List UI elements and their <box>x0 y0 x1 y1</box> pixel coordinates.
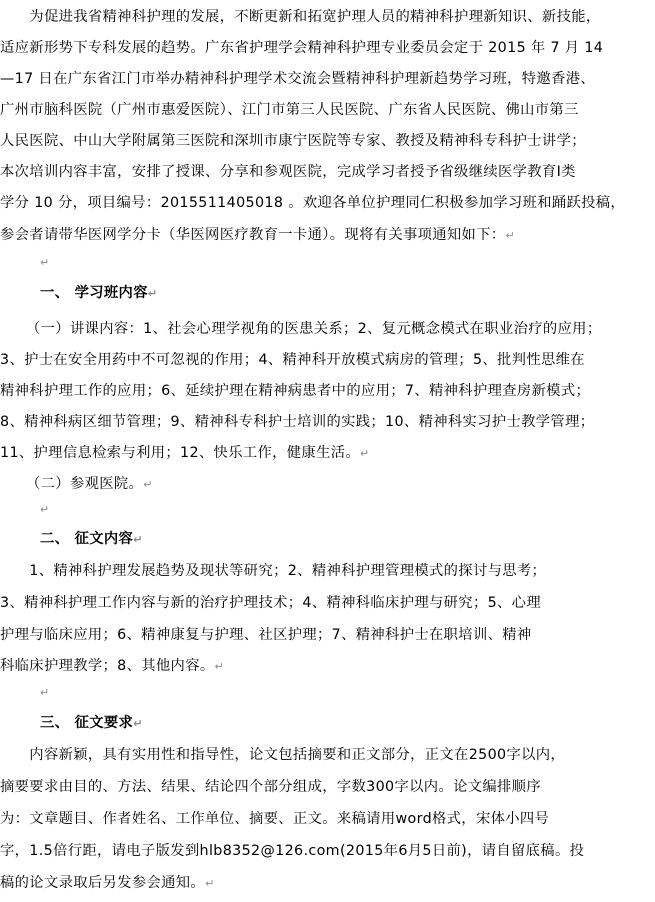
paragraph-mark-icon: ↵ <box>360 447 370 460</box>
section3-line: 字，1.5倍行距，请电子版发到hlb8352@126.com(2015年6月5日前)，请自留底稿。投 <box>0 843 585 859</box>
intro-line: 人民医院、中山大学附属第三医院和深圳市康宁医院等专家、教授及精神科专科护士讲学； <box>0 133 586 149</box>
section3-line: 内容新颖，具有实用性和指导性，论文包括摘要和正文部分，正文在2500字以内， <box>0 747 566 763</box>
section1-line: 精神科护理工作的应用；6、延续护理在精神病患者中的应用；7、精神科护理查房新模式； <box>0 383 591 399</box>
intro-line: —17 日在广东省江门市举办精神科护理学术交流会暨精神科护理新趋势学习班，特邀香港、 <box>0 71 596 87</box>
section3-line: 摘要要求由目的、方法、结果、结论四个部分组成，字数300字以内。论文编排顺序 <box>0 779 541 795</box>
paragraph-mark-icon: ↵ <box>214 660 225 673</box>
intro-line: 广州市脑科医院（广州市惠爱医院）、江门市第三人民医院、广东省人民医院、佛山市第三 <box>0 102 579 118</box>
paragraph-mark-icon: ↵ <box>505 229 516 242</box>
paragraph-mark-icon: ↵ <box>40 686 50 699</box>
paragraph-mark-icon: ↵ <box>205 877 215 890</box>
paragraph-mark-icon: ↵ <box>40 256 50 269</box>
section-heading: 二、 征文内容↵ <box>40 531 143 547</box>
section1-line: （一）讲课内容：1、社会心理学视角的医患关系；2、复元概念模式在职业治疗的应用； <box>26 321 602 337</box>
intro-line: 学分 10 分，项目编号：2015511405018 。欢迎各单位护理同仁积极参加学习班和踊跃投稿， <box>0 195 626 211</box>
paragraph-mark-icon: ↵ <box>147 287 158 300</box>
intro-line: 为促进我省精神科护理的发展，不断更新和拓宽护理人员的精神科护理新知识、新技能， <box>0 9 601 25</box>
section1-sub2: （二）参观医院。↵ <box>26 476 153 492</box>
section1-line: 11、护理信息检索与利用；12、快乐工作，健康生活。↵ <box>0 445 370 461</box>
paragraph-mark-icon: ↵ <box>133 533 143 546</box>
section2-line: 3、精神科护理工作内容与新的治疗护理技术；4、精神科临床护理与研究；5、心理 <box>0 595 541 611</box>
intro-line: 参会者请带华医网学分卡（华医网医疗教育一卡通）。现将有关事项通知如下：↵ <box>0 227 516 243</box>
section2-line: 科临床护理教学；8、其他内容。↵ <box>0 658 225 674</box>
paragraph-mark-icon: ↵ <box>133 717 143 730</box>
intro-line: 适应新形势下专科发展的趋势。广东省护理学会精神科护理专业委员会定于 2015 年 7 月 14 <box>0 40 604 56</box>
section-heading: 三、 征文要求↵ <box>40 715 143 731</box>
paragraph-mark-icon: ↵ <box>143 478 153 491</box>
intro-line: 本次培训内容丰富，安排了授课、分享和参观医院，完成学习者授予省级继续医学教育Ⅰ类 <box>0 164 576 180</box>
section1-line: 3、护士在安全用药中不可忽视的作用；4、精神科开放模式病房的管理；5、批判性思维在 <box>0 352 585 368</box>
section-heading: 一、 学习班内容↵ <box>40 285 158 301</box>
section2-line: 1、精神科护理发展趋势及现状等研究；2、精神科护理管理模式的探讨与思考； <box>0 563 547 579</box>
section2-line: 护理与临床应用；6、精神康复与护理、社区护理；7、精神科护士在职培训、精神 <box>0 627 532 643</box>
section3-line: 为：文章题目、作者姓名、工作单位、摘要、正文。来稿请用word格式，宋体小四号 <box>0 811 550 827</box>
section3-line: 稿的论文录取后另发参会通知。↵ <box>0 875 215 891</box>
paragraph-mark-icon: ↵ <box>40 503 50 516</box>
section1-line: 8、精神科病区细节管理；9、精神科专科护士培训的实践；10、精神科实习护士教学管理； <box>0 414 595 430</box>
